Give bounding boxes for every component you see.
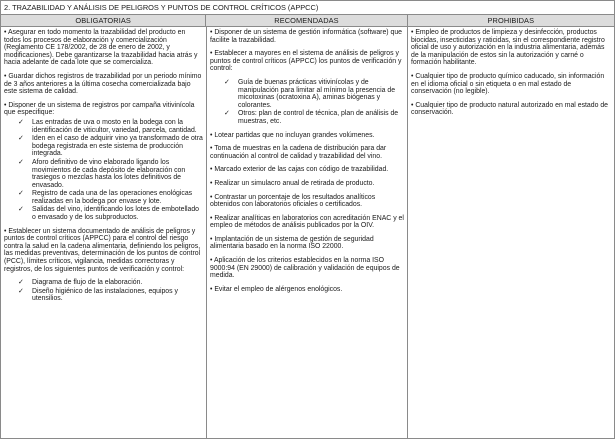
check-icon: ✓ xyxy=(224,110,230,118)
check-icon: ✓ xyxy=(18,158,24,166)
recomendadas-item-10: • Aplicación de los criterios establecidos en la norma ISO 9000:94 (EN 29000) de calibración y validación de equipos de medida. xyxy=(210,257,400,280)
table-body xyxy=(1,27,614,438)
list-item: ✓ Diagrama de flujo de la elaboración. xyxy=(18,279,143,287)
check-icon: ✓ xyxy=(18,118,24,126)
prohibidas-item-2: • Cualquier tipo de producto químico caducado, sin información en el idioma oficial o sin etiqueta o en mal estado de conservación (no legible). xyxy=(411,72,605,96)
check-icon: ✓ xyxy=(18,135,24,143)
recomendadas-item-8: • Realizar analíticas en laboratorios con acreditación ENAC y el empleo de métodos de análisis publicados por la OIV. xyxy=(210,214,404,230)
recomendadas-item-6: • Realizar un simulacro anual de retirada de producto. xyxy=(210,179,375,187)
recomendadas-item-9: • Implantación de un sistema de gestión de seguridad alimentaria basado en la norma ISO 22000. xyxy=(210,235,374,251)
list-item: ✓ Salidas del vino, identificando los lotes de embotellado o envasado y de los subproductos. xyxy=(18,206,200,222)
column-recomendadas xyxy=(206,27,407,438)
header-prohibidas: PROHIBIDAS xyxy=(407,15,614,26)
check-icon: ✓ xyxy=(18,279,24,287)
column-headers xyxy=(1,15,614,27)
obligatorias-checklist-2 xyxy=(4,279,203,303)
prohibidas-item-1: • Empleo de productos de limpieza y desinfección, productos biocidas, insecticidas y raticidas, sin el correspondiente registro oficial de uso y autorización en la industria alimentaria, además de la manipulación de estos sin la autorización y carné o formación habilitante. xyxy=(411,29,605,67)
recomendadas-item-5: • Marcado exterior de las cajas con código de trazabilidad. xyxy=(210,166,389,174)
obligatorias-item-2: • Guardar dichos registros de trazabilidad por un periodo mínimo de 3 años anteriores a la última cosecha comercializada bajo este sistema de calidad. xyxy=(4,72,202,96)
list-item: ✓ Diseño higiénico de las instalaciones, equipos y utensilios. xyxy=(18,287,178,303)
section-title: 2. TRAZABILIDAD Y ANÁLISIS DE PELIGROS Y PUNTOS DE CONTROL CRÍTICOS (APPCC) xyxy=(1,1,614,15)
column-prohibidas xyxy=(407,27,614,438)
recomendadas-item-4: • Toma de muestras en la cadena de distribución para dar continuación al control de calidad y trazabilidad del vino. xyxy=(210,145,387,160)
recomendadas-checklist xyxy=(210,79,404,126)
check-icon: ✓ xyxy=(18,287,24,295)
recomendadas-item-2: • Establecer a mayores en el sistema de análisis de peligros y puntos de control críticos (APPCC) los puntos de verificación y control: xyxy=(210,50,402,73)
recomendadas-item-11: • Evitar el empleo de alérgenos enológicos. xyxy=(210,285,343,293)
header-obligatorias: OBLIGATORIAS xyxy=(1,15,205,26)
obligatorias-item-1: • Asegurar en todo momento la trazabilidad del producto en todos los procesos de elaboración y comercialización (Reglamento CE 178/2002, de 28 de enero de 2002, y modificaciones). Debe garantizarse la trazabilidad hacia atrás y hacia adelante de cada lote que se comercializa. xyxy=(4,29,198,67)
list-item: ✓ Registro de cada una de las operaciones enológicas realizadas en la bodega por envase y lote. xyxy=(18,190,193,205)
prohibidas-item-3: • Cualquier tipo de producto natural autorizado en mal estado de conservación. xyxy=(411,101,609,117)
list-item: ✓ Otros: plan de control de técnica, plan de análisis de muestras, etc. xyxy=(224,110,399,125)
obligatorias-checklist-1 xyxy=(4,119,203,222)
check-icon: ✓ xyxy=(224,78,230,86)
obligatorias-item-4: • Establecer un sistema documentado de análisis de peligros y puntos de control críticos (APPCC) para el control del riesgo contra la salud en la cadena alimentaria, definiendo los peligros, las medidas preventivas, determinación de los puntos de control (PCC), límites críticos, vigilancia, medidas correctoras y registros, de los siguientes puntos de verificación y control: xyxy=(4,227,201,273)
recomendadas-item-3: • Lotear partidas que no incluyan grandes volúmenes. xyxy=(210,131,375,139)
list-item: ✓ Aforo definitivo de vino elaborado ligando los movimientos de cada depósito de elaboración con trasiegos o mezclas hasta los lotes definitivos de envasado. xyxy=(18,158,186,189)
check-icon: ✓ xyxy=(18,190,24,198)
list-item: ✓ Iden en el caso de adquirir vino ya transformado de otra bodega registrada en este sistema de producción integrada. xyxy=(18,135,203,158)
check-icon: ✓ xyxy=(18,206,24,214)
column-obligatorias xyxy=(1,27,206,438)
recomendadas-item-7: • Contrastar un porcentaje de los resultados analíticos obtenidos con laboratorios oficiales o certificados. xyxy=(210,193,376,209)
header-recomendadas: RECOMENDADAS xyxy=(205,15,406,26)
recomendadas-item-1: • Disponer de un sistema de gestión informática (software) que facilite la trazabilidad. xyxy=(210,29,402,44)
obligatorias-item-3: • Disponer de un sistema de registros por campaña vitivinícola que especifique: xyxy=(4,101,195,117)
list-item: ✓ Las entradas de uva o mosto en la bodega con la identificación de viticultor, variedad, parcela, cantidad. xyxy=(18,118,197,134)
list-item: ✓ Guía de buenas prácticas vitivinícolas y de manipulación para limitar al mínimo la presencia de micotoxinas (ocratoxina A), aminas biógenas y colorantes. xyxy=(224,78,396,109)
